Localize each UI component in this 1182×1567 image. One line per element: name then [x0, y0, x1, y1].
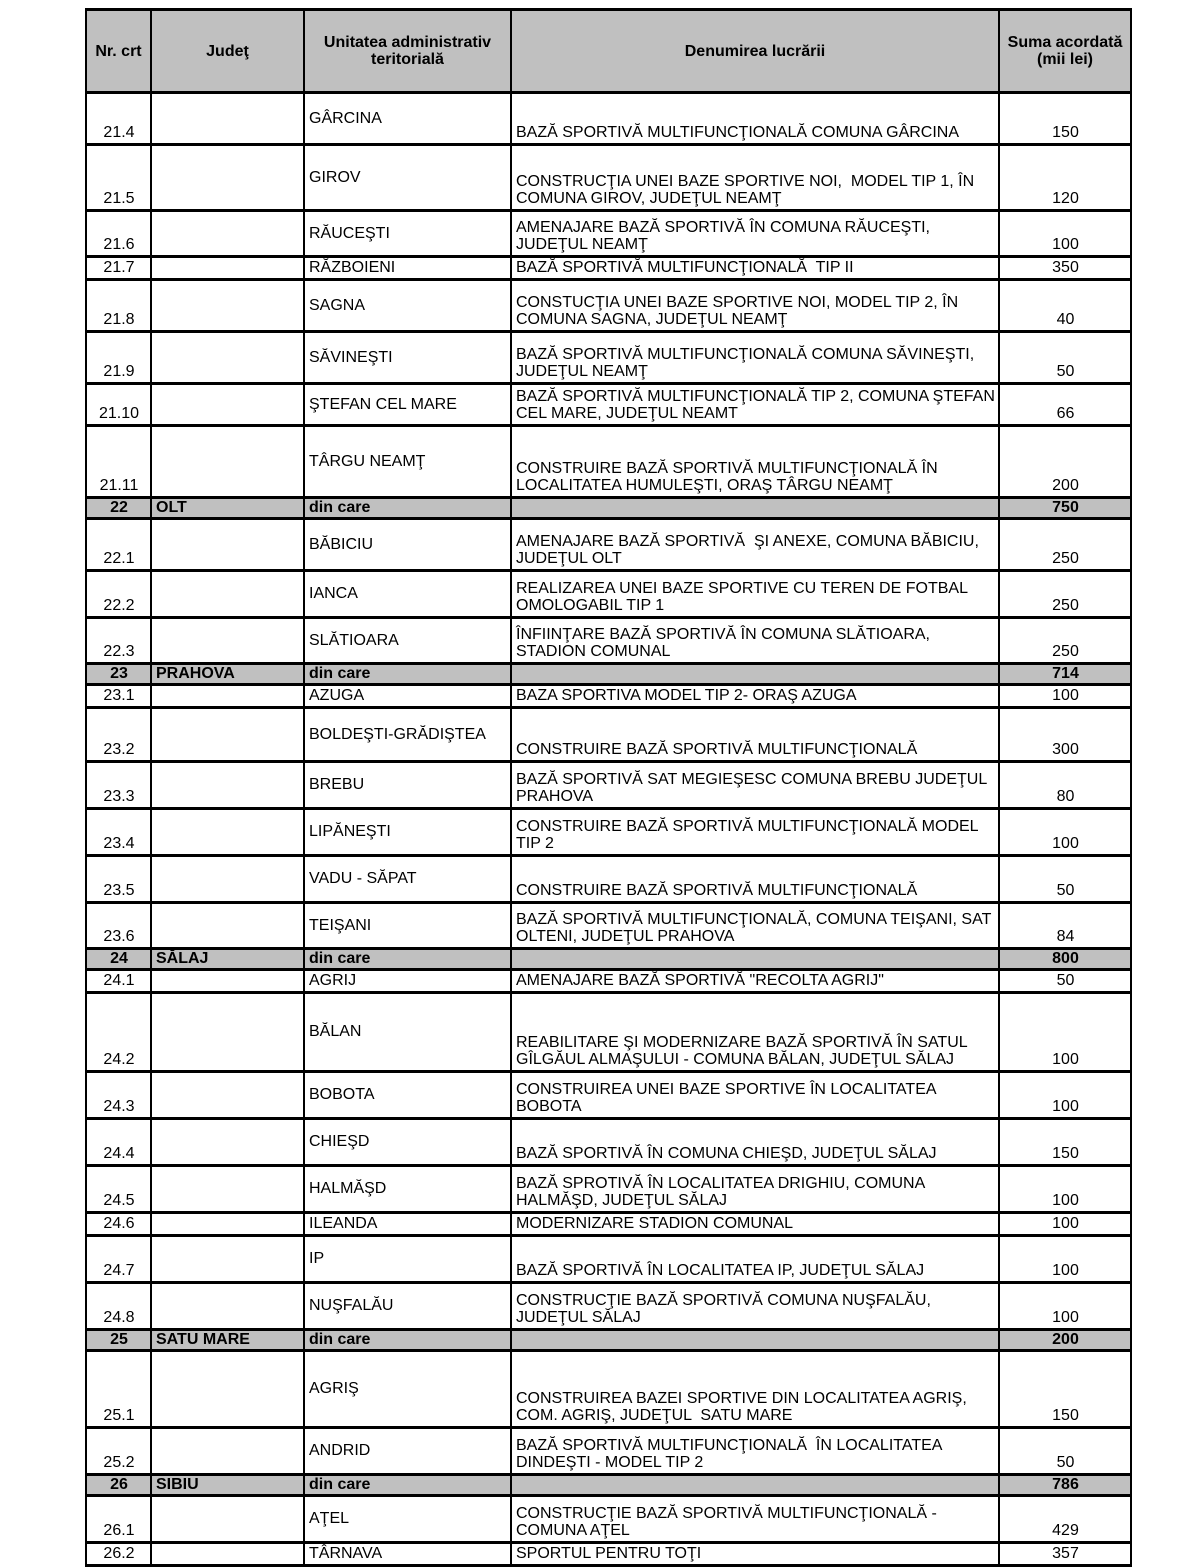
cell-unitate: LIPĂNEŞTI: [304, 809, 511, 856]
cell-unitate: GIROV: [304, 145, 511, 211]
cell-denumire: SPORTUL PENTRU TOŢI: [511, 1543, 999, 1566]
work-row: [86, 257, 1131, 280]
cell-unitate: BOLDEŞTI-GRĂDIŞTEA: [304, 708, 511, 762]
cell-judet: [151, 1283, 304, 1330]
work-row: [86, 993, 1131, 1072]
cell-denumire: BAZĂ SPROTIVĂ ÎN LOCALITATEA DRIGHIU, COMUNA HALMĂŞD, JUDEŢUL SĂLAJ: [511, 1166, 999, 1213]
cell-denumire: [511, 664, 999, 685]
cell-denumire: [511, 949, 999, 970]
cell-denumire: MODERNIZARE STADION COMUNAL: [511, 1213, 999, 1236]
cell-judet: SĂLAJ: [151, 949, 304, 970]
cell-judet: [151, 1543, 304, 1566]
cell-judet: [151, 426, 304, 498]
cell-judet: [151, 618, 304, 664]
cell-denumire: [511, 1330, 999, 1351]
cell-suma: 100: [999, 809, 1131, 856]
work-row: [86, 1543, 1131, 1566]
work-row: [86, 519, 1131, 571]
work-row: [86, 571, 1131, 618]
cell-unitate: AZUGA: [304, 685, 511, 708]
work-row: [86, 211, 1131, 257]
cell-suma: 40: [999, 280, 1131, 332]
cell-unitate: IANCA: [304, 571, 511, 618]
cell-judet: [151, 571, 304, 618]
cell-suma: 66: [999, 384, 1131, 426]
header-row: [86, 10, 1131, 93]
header-nr-crt: Nr. crt: [86, 10, 151, 93]
cell-unitate: din care: [304, 1330, 511, 1351]
cell-denumire: AMENAJARE BAZĂ SPORTIVĂ ÎN COMUNA RĂUCEŞTI, JUDEŢUL NEAMŢ: [511, 211, 999, 257]
header-denumire: Denumirea lucrării: [511, 10, 999, 93]
cell-judet: [151, 257, 304, 280]
cell-denumire: ÎNFIINŢARE BAZĂ SPORTIVĂ ÎN COMUNA SLĂTIOARA, STADION COMUNAL: [511, 618, 999, 664]
cell-suma: 100: [999, 1236, 1131, 1283]
cell-nr-crt: 21.11: [86, 426, 151, 498]
cell-suma: 357: [999, 1543, 1131, 1566]
county-total-row: [86, 1475, 1131, 1496]
cell-suma: 714: [999, 664, 1131, 685]
cell-suma: 84: [999, 903, 1131, 949]
cell-suma: 100: [999, 685, 1131, 708]
cell-unitate: TÂRNAVA: [304, 1543, 511, 1566]
cell-nr-crt: 23.2: [86, 708, 151, 762]
cell-judet: [151, 762, 304, 809]
cell-denumire: CONSTRUCŢIE BAZĂ SPORTIVĂ MULTIFUNCŢIONALĂ - COMUNA AŢEL: [511, 1496, 999, 1543]
cell-denumire: CONSTRUIREA UNEI BAZE SPORTIVE ÎN LOCALITATEA BOBOTA: [511, 1072, 999, 1119]
cell-judet: [151, 1166, 304, 1213]
cell-unitate: ANDRID: [304, 1428, 511, 1475]
cell-nr-crt: 23: [86, 664, 151, 685]
cell-judet: [151, 145, 304, 211]
header-unitate: Unitatea administrativ teritorială: [304, 10, 511, 93]
cell-judet: [151, 280, 304, 332]
cell-judet: [151, 856, 304, 903]
cell-suma: 350: [999, 257, 1131, 280]
cell-unitate: AGRIŞ: [304, 1351, 511, 1428]
work-row: [86, 1119, 1131, 1166]
cell-judet: OLT: [151, 498, 304, 519]
cell-denumire: AMENAJARE BAZĂ SPORTIVĂ "RECOLTA AGRIJ": [511, 970, 999, 993]
header-suma: Suma acordată (mii lei): [999, 10, 1131, 93]
cell-suma: 100: [999, 1283, 1131, 1330]
cell-denumire: CONSTRUIRE BAZĂ SPORTIVĂ MULTIFUNCŢIONALĂ ÎN LOCALITATEA HUMULEŞTI, ORAŞ TÂRGU NEAMŢ: [511, 426, 999, 498]
cell-nr-crt: 23.4: [86, 809, 151, 856]
work-row: [86, 708, 1131, 762]
cell-denumire: REALIZAREA UNEI BAZE SPORTIVE CU TEREN DE FOTBAL OMOLOGABIL TIP 1: [511, 571, 999, 618]
cell-nr-crt: 21.4: [86, 93, 151, 145]
cell-denumire: [511, 498, 999, 519]
cell-nr-crt: 21.6: [86, 211, 151, 257]
work-row: [86, 1428, 1131, 1475]
cell-denumire: BAZĂ SPORTIVĂ MULTIFUNCŢIONALĂ TIP II: [511, 257, 999, 280]
work-row: [86, 856, 1131, 903]
cell-nr-crt: 23.3: [86, 762, 151, 809]
cell-suma: 100: [999, 1166, 1131, 1213]
cell-suma: 786: [999, 1475, 1131, 1496]
cell-nr-crt: 21.9: [86, 332, 151, 384]
cell-unitate: din care: [304, 1475, 511, 1496]
cell-denumire: BAZĂ SPORTIVĂ MULTIFUNCŢIONALĂ TIP 2, COMUNA ŞTEFAN CEL MARE, JUDEŢUL NEAMT: [511, 384, 999, 426]
cell-unitate: NUŞFALĂU: [304, 1283, 511, 1330]
cell-nr-crt: 21.5: [86, 145, 151, 211]
cell-suma: 750: [999, 498, 1131, 519]
cell-judet: [151, 384, 304, 426]
cell-judet: [151, 1119, 304, 1166]
cell-denumire: CONSTRUIRE BAZĂ SPORTIVĂ MULTIFUNCŢIONALĂ: [511, 708, 999, 762]
cell-nr-crt: 24.4: [86, 1119, 151, 1166]
cell-suma: 300: [999, 708, 1131, 762]
cell-judet: [151, 903, 304, 949]
cell-unitate: SĂVINEŞTI: [304, 332, 511, 384]
cell-denumire: REABILITARE ŞI MODERNIZARE BAZĂ SPORTIVĂ ÎN SATUL GÎLGĂUL ALMAŞULUI - COMUNA BĂLAN, JUDEŢUL SĂLAJ: [511, 993, 999, 1072]
cell-suma: 100: [999, 1072, 1131, 1119]
funding-table: [85, 8, 1132, 1567]
cell-unitate: HALMĂŞD: [304, 1166, 511, 1213]
cell-unitate: din care: [304, 949, 511, 970]
cell-judet: [151, 332, 304, 384]
cell-denumire: CONSTRUCŢIA UNEI BAZE SPORTIVE NOI, MODEL TIP 1, ÎN COMUNA GIROV, JUDEŢUL NEAMŢ: [511, 145, 999, 211]
work-row: [86, 1072, 1131, 1119]
cell-unitate: CHIEŞD: [304, 1119, 511, 1166]
table-header: [86, 10, 1131, 93]
cell-suma: 50: [999, 1428, 1131, 1475]
cell-judet: [151, 1351, 304, 1428]
work-row: [86, 1496, 1131, 1543]
cell-unitate: RĂZBOIENI: [304, 257, 511, 280]
work-row: [86, 1351, 1131, 1428]
cell-unitate: IP: [304, 1236, 511, 1283]
cell-judet: [151, 1213, 304, 1236]
cell-unitate: AGRIJ: [304, 970, 511, 993]
cell-judet: [151, 970, 304, 993]
table-body: [86, 93, 1131, 1566]
cell-nr-crt: 24.8: [86, 1283, 151, 1330]
cell-unitate: BĂBICIU: [304, 519, 511, 571]
cell-nr-crt: 25: [86, 1330, 151, 1351]
cell-judet: [151, 1496, 304, 1543]
cell-unitate: din care: [304, 664, 511, 685]
cell-suma: 50: [999, 332, 1131, 384]
cell-denumire: CONSTUCŢIA UNEI BAZE SPORTIVE NOI, MODEL TIP 2, ÎN COMUNA SAGNA, JUDEŢUL NEAMŢ: [511, 280, 999, 332]
work-row: [86, 426, 1131, 498]
cell-nr-crt: 24.2: [86, 993, 151, 1072]
work-row: [86, 1236, 1131, 1283]
cell-unitate: VADU - SĂPAT: [304, 856, 511, 903]
work-row: [86, 1283, 1131, 1330]
cell-nr-crt: 22: [86, 498, 151, 519]
cell-nr-crt: 26.1: [86, 1496, 151, 1543]
cell-nr-crt: 24: [86, 949, 151, 970]
cell-denumire: BAZĂ SPORTIVĂ MULTIFUNCŢIONALĂ ÎN LOCALITATEA DINDEŞTI - MODEL TIP 2: [511, 1428, 999, 1475]
work-row: [86, 384, 1131, 426]
work-row: [86, 280, 1131, 332]
cell-suma: 50: [999, 970, 1131, 993]
cell-denumire: BAZĂ SPORTIVĂ MULTIFUNCŢIONALĂ COMUNA SĂVINEŞTI, JUDEŢUL NEAMŢ: [511, 332, 999, 384]
cell-suma: 250: [999, 618, 1131, 664]
county-total-row: [86, 498, 1131, 519]
cell-judet: [151, 809, 304, 856]
cell-suma: 200: [999, 426, 1131, 498]
cell-suma: 250: [999, 571, 1131, 618]
cell-nr-crt: 24.1: [86, 970, 151, 993]
cell-unitate: BREBU: [304, 762, 511, 809]
work-row: [86, 903, 1131, 949]
cell-nr-crt: 23.5: [86, 856, 151, 903]
cell-judet: [151, 1236, 304, 1283]
cell-unitate: GÂRCINA: [304, 93, 511, 145]
cell-nr-crt: 24.5: [86, 1166, 151, 1213]
work-row: [86, 332, 1131, 384]
cell-suma: 200: [999, 1330, 1131, 1351]
cell-suma: 150: [999, 1351, 1131, 1428]
cell-nr-crt: 21.7: [86, 257, 151, 280]
cell-denumire: BAZĂ SPORTIVĂ MULTIFUNCŢIONALĂ COMUNA GÂRCINA: [511, 93, 999, 145]
cell-unitate: BOBOTA: [304, 1072, 511, 1119]
cell-denumire: BAZĂ SPORTIVĂ ÎN LOCALITATEA IP, JUDEŢUL SĂLAJ: [511, 1236, 999, 1283]
cell-suma: 80: [999, 762, 1131, 809]
work-row: [86, 970, 1131, 993]
cell-nr-crt: 24.3: [86, 1072, 151, 1119]
cell-denumire: AMENAJARE BAZĂ SPORTIVĂ ŞI ANEXE, COMUNA BĂBICIU, JUDEŢUL OLT: [511, 519, 999, 571]
cell-denumire: BAZĂ SPORTIVĂ MULTIFUNCŢIONALĂ, COMUNA TEIŞANI, SAT OLTENI, JUDEŢUL PRAHOVA: [511, 903, 999, 949]
cell-judet: PRAHOVA: [151, 664, 304, 685]
county-total-row: [86, 664, 1131, 685]
cell-nr-crt: 23.6: [86, 903, 151, 949]
cell-denumire: BAZĂ SPORTIVĂ SAT MEGIEŞESC COMUNA BREBU JUDEŢUL PRAHOVA: [511, 762, 999, 809]
cell-suma: 800: [999, 949, 1131, 970]
cell-nr-crt: 26: [86, 1475, 151, 1496]
county-total-row: [86, 1330, 1131, 1351]
work-row: [86, 93, 1131, 145]
cell-nr-crt: 25.2: [86, 1428, 151, 1475]
cell-denumire: CONSTRUCŢIE BAZĂ SPORTIVĂ COMUNA NUŞFALĂU, JUDEŢUL SĂLAJ: [511, 1283, 999, 1330]
cell-suma: 100: [999, 1213, 1131, 1236]
cell-nr-crt: 24.7: [86, 1236, 151, 1283]
cell-suma: 100: [999, 211, 1131, 257]
cell-judet: [151, 708, 304, 762]
cell-unitate: ŞTEFAN CEL MARE: [304, 384, 511, 426]
cell-nr-crt: 26.2: [86, 1543, 151, 1566]
cell-judet: SIBIU: [151, 1475, 304, 1496]
cell-judet: [151, 93, 304, 145]
cell-unitate: din care: [304, 498, 511, 519]
cell-suma: 429: [999, 1496, 1131, 1543]
cell-suma: 150: [999, 1119, 1131, 1166]
cell-suma: 100: [999, 993, 1131, 1072]
cell-denumire: BAZĂ SPORTIVĂ ÎN COMUNA CHIEŞD, JUDEŢUL SĂLAJ: [511, 1119, 999, 1166]
cell-nr-crt: 23.1: [86, 685, 151, 708]
cell-unitate: SLĂTIOARA: [304, 618, 511, 664]
cell-nr-crt: 21.8: [86, 280, 151, 332]
cell-suma: 250: [999, 519, 1131, 571]
cell-judet: [151, 519, 304, 571]
work-row: [86, 762, 1131, 809]
cell-unitate: TÂRGU NEAMŢ: [304, 426, 511, 498]
cell-denumire: [511, 1475, 999, 1496]
cell-nr-crt: 22.1: [86, 519, 151, 571]
cell-denumire: CONSTRUIRE BAZĂ SPORTIVĂ MULTIFUNCŢIONALĂ: [511, 856, 999, 903]
work-row: [86, 1213, 1131, 1236]
county-total-row: [86, 949, 1131, 970]
cell-suma: 50: [999, 856, 1131, 903]
cell-nr-crt: 22.3: [86, 618, 151, 664]
cell-judet: [151, 993, 304, 1072]
cell-unitate: SAGNA: [304, 280, 511, 332]
header-judet: Judeţ: [151, 10, 304, 93]
cell-denumire: CONSTRUIRE BAZĂ SPORTIVĂ MULTIFUNCŢIONALĂ MODEL TIP 2: [511, 809, 999, 856]
cell-nr-crt: 21.10: [86, 384, 151, 426]
cell-judet: [151, 1072, 304, 1119]
cell-judet: [151, 685, 304, 708]
cell-judet: SATU MARE: [151, 1330, 304, 1351]
cell-unitate: BĂLAN: [304, 993, 511, 1072]
cell-judet: [151, 211, 304, 257]
cell-nr-crt: 24.6: [86, 1213, 151, 1236]
work-row: [86, 685, 1131, 708]
work-row: [86, 1166, 1131, 1213]
cell-nr-crt: 22.2: [86, 571, 151, 618]
cell-nr-crt: 25.1: [86, 1351, 151, 1428]
work-row: [86, 145, 1131, 211]
cell-suma: 150: [999, 93, 1131, 145]
work-row: [86, 618, 1131, 664]
cell-suma: 120: [999, 145, 1131, 211]
cell-judet: [151, 1428, 304, 1475]
cell-unitate: TEIŞANI: [304, 903, 511, 949]
cell-unitate: ILEANDA: [304, 1213, 511, 1236]
cell-unitate: AŢEL: [304, 1496, 511, 1543]
work-row: [86, 809, 1131, 856]
cell-unitate: RĂUCEŞTI: [304, 211, 511, 257]
cell-denumire: CONSTRUIREA BAZEI SPORTIVE DIN LOCALITATEA AGRIŞ, COM. AGRIŞ, JUDEŢUL SATU MARE: [511, 1351, 999, 1428]
cell-denumire: BAZA SPORTIVA MODEL TIP 2- ORAŞ AZUGA: [511, 685, 999, 708]
